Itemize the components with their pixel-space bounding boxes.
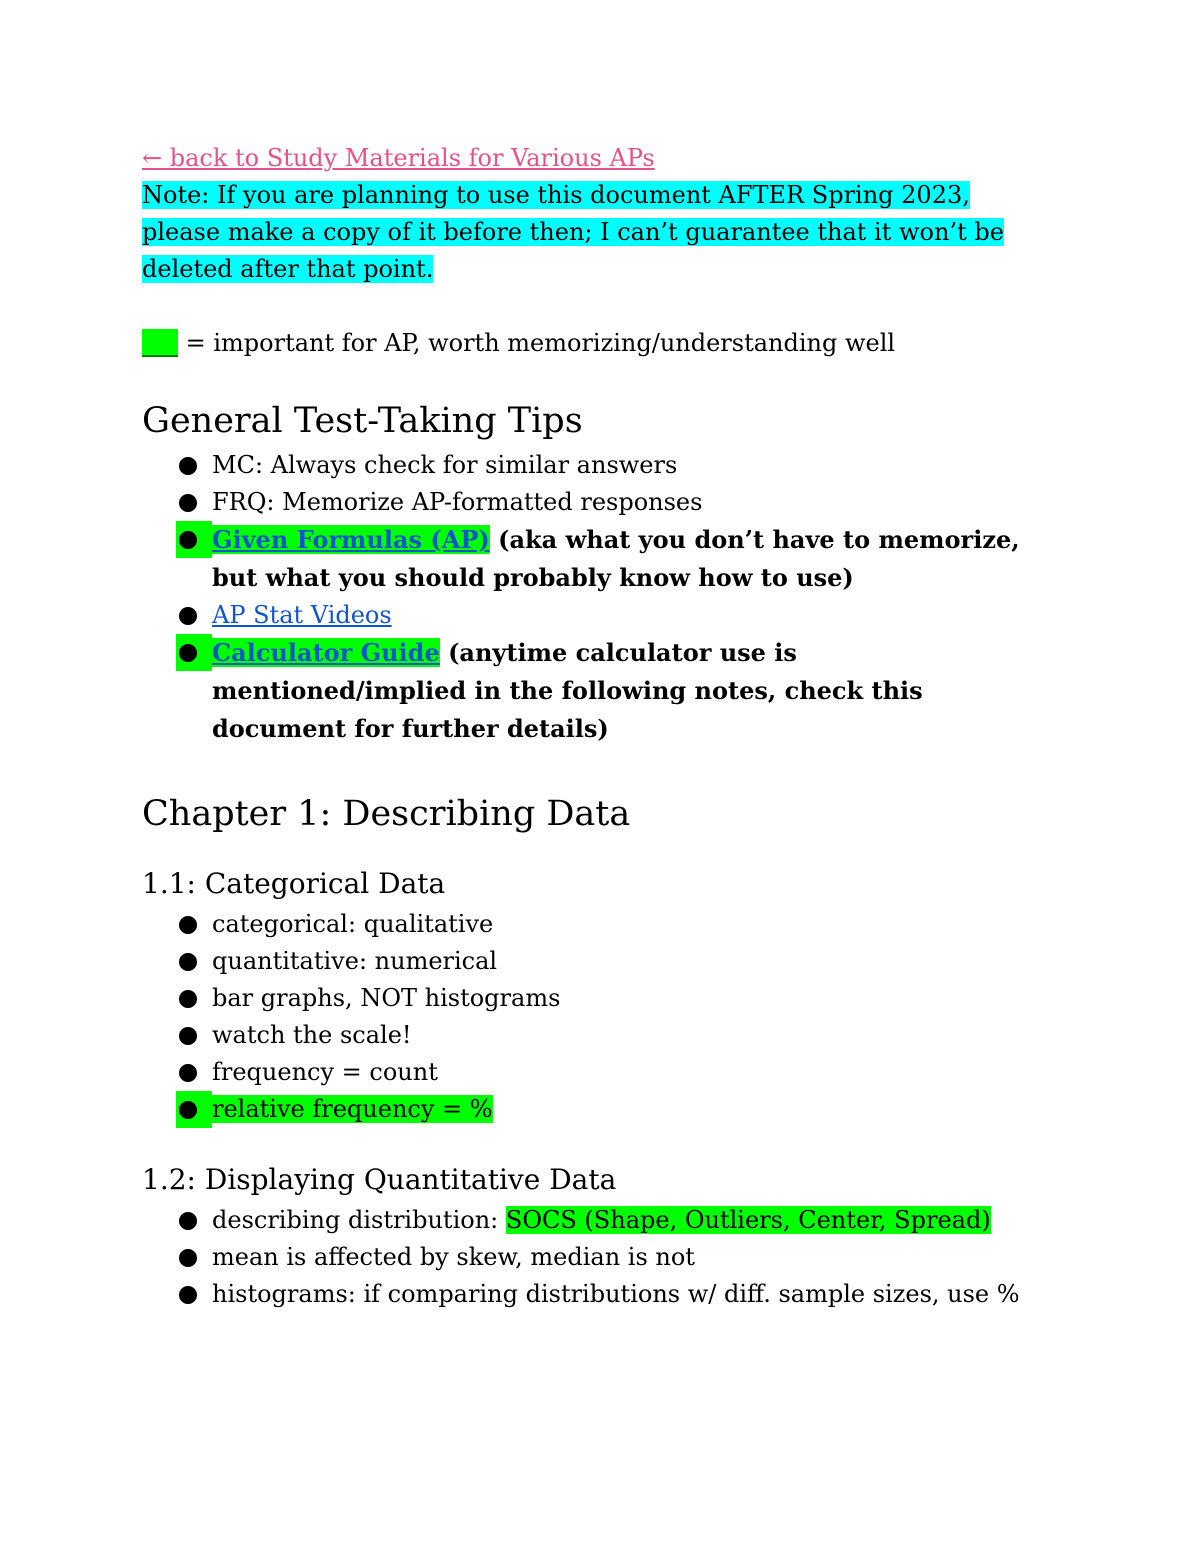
bullet-icon [179, 1027, 197, 1045]
back-to-study-materials-link[interactable]: ← back to Study Materials for Various APs [142, 144, 655, 172]
list-item: watch the scale! [142, 1017, 1042, 1054]
given-formulas-note: (aka what you don’t have to memorize, but what you should probably know how to use) [212, 525, 1020, 592]
bullet-icon [179, 990, 197, 1008]
document-content [142, 140, 1042, 1313]
note-paragraph [142, 177, 1042, 288]
section-1-1-heading: 1.1: Categorical Data [142, 867, 446, 900]
calculator-guide-link[interactable]: Calculator Guide [212, 638, 440, 667]
ap-stat-videos-link[interactable]: AP Stat Videos [212, 601, 392, 629]
list-item [142, 634, 1042, 748]
section-1-2-list [142, 1202, 1042, 1313]
calculator-guide-note: (anytime calculator use is mentioned/implied in the following notes, check this document for further details) [212, 638, 923, 743]
list-item: FRQ: Memorize AP-formatted responses [142, 484, 1042, 521]
bullet-icon [179, 607, 197, 625]
back-link-row [142, 140, 1042, 177]
list-item: describing distribution: SOCS (Shape, Outliers, Center, Spread) [142, 1202, 1042, 1239]
general-tips-heading: General Test-Taking Tips [142, 401, 583, 441]
legend-swatch: ___ [142, 329, 178, 357]
bullet-icon [179, 494, 197, 512]
bullet-icon [179, 531, 197, 549]
section-1-2-heading: 1.2: Displaying Quantitative Data [142, 1163, 617, 1196]
list-item [142, 597, 1042, 634]
socs-highlight: SOCS (Shape, Outliers, Center, Spread) [505, 1206, 991, 1234]
section-1-1-list [142, 906, 1042, 1128]
bullet-icon [179, 1249, 197, 1267]
bullet-icon [179, 1212, 197, 1230]
note-text: Note: If you are planning to use this document AFTER Spring 2023, please make a copy of it before then; I can’t guarantee that it won’t be deleted after that point. [142, 181, 1004, 283]
bullet-icon [179, 644, 197, 662]
general-tips-list [142, 447, 1042, 748]
list-item: bar graphs, NOT histograms [142, 980, 1042, 1017]
list-item: categorical: qualitative [142, 906, 1042, 943]
bullet-icon [179, 916, 197, 934]
list-item: histograms: if comparing distributions w/ diff. sample sizes, use % [142, 1276, 1042, 1313]
list-item: frequency = count [142, 1054, 1042, 1091]
legend-row [142, 325, 1042, 362]
given-formulas-link[interactable]: Given Formulas (AP) [212, 525, 490, 554]
list-item: MC: Always check for similar answers [142, 447, 1042, 484]
legend-text: = important for AP, worth memorizing/understanding well [178, 329, 896, 357]
list-item: quantitative: numerical [142, 943, 1042, 980]
bullet-icon [179, 1101, 197, 1119]
list-item: relative frequency = % [142, 1091, 1042, 1128]
bullet-icon [179, 1286, 197, 1304]
chapter-1-heading: Chapter 1: Describing Data [142, 794, 631, 834]
bullet-icon [179, 953, 197, 971]
bullet-icon [179, 457, 197, 475]
bullet-icon [179, 1064, 197, 1082]
list-item [142, 521, 1042, 597]
list-item: mean is affected by skew, median is not [142, 1239, 1042, 1276]
